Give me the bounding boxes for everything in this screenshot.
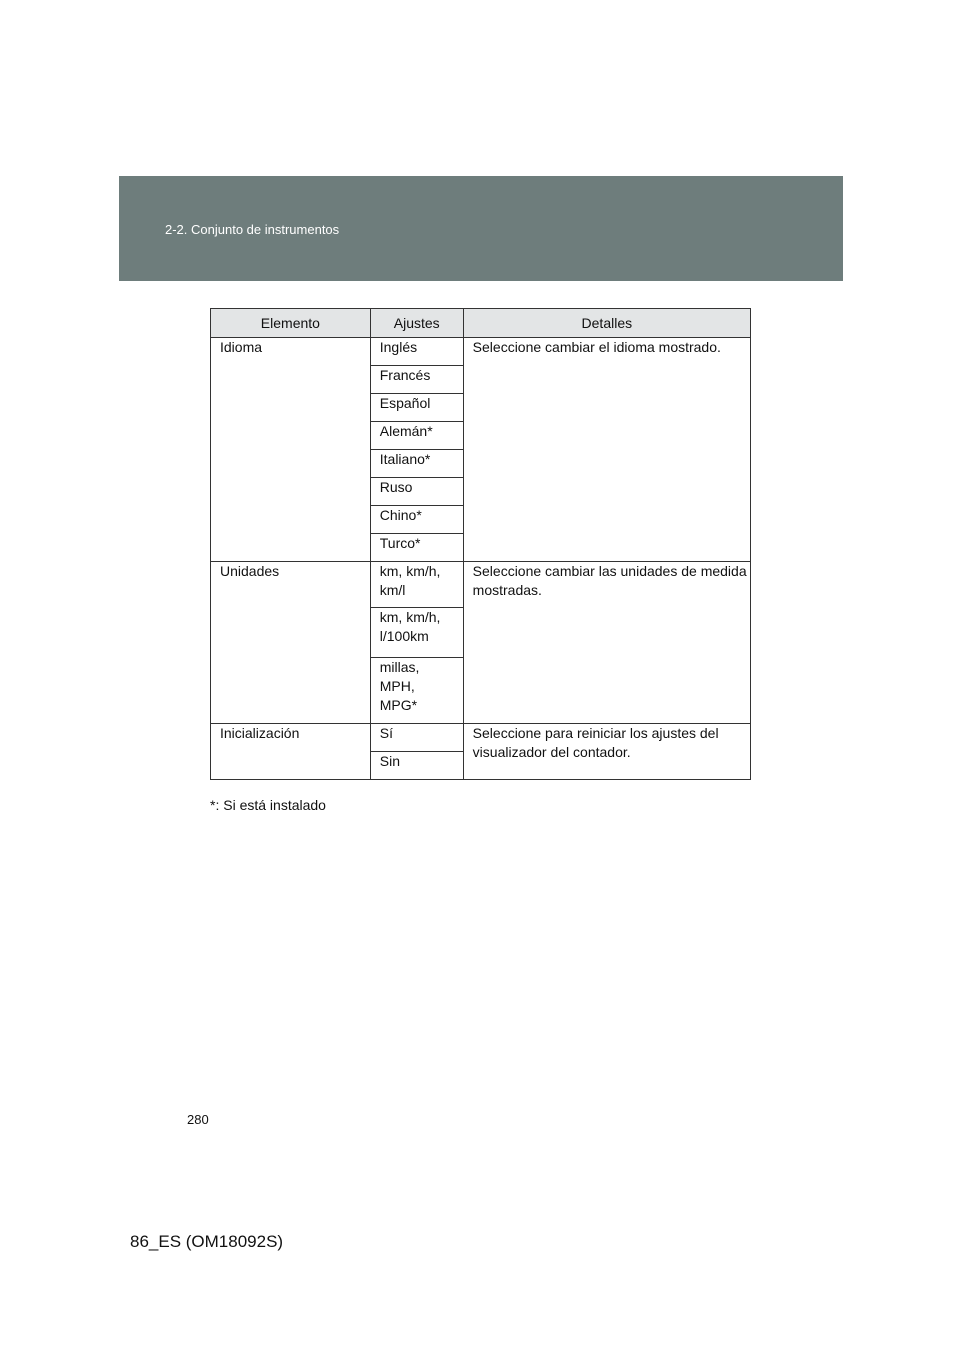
setting-value: Chino* — [370, 506, 463, 534]
setting-value: km, km/h, l/100km — [370, 608, 463, 658]
setting-value: km, km/h, km/l — [370, 562, 463, 608]
setting-value: Sin — [370, 752, 463, 780]
row-details-unidades: Seleccione cambiar las unidades de medida mostradas. — [463, 562, 750, 724]
table-row — [211, 562, 751, 608]
column-header-elemento: Elemento — [211, 309, 371, 338]
footnote: *: Si está instalado — [210, 797, 326, 813]
row-details-inicializacion: Seleccione para reiniciar los ajustes del visualizador del contador. — [463, 724, 750, 780]
setting-value: Ruso — [370, 478, 463, 506]
table-row — [211, 338, 751, 366]
page-number: 280 — [187, 1112, 209, 1127]
column-header-detalles: Detalles — [463, 309, 750, 338]
setting-value: Turco* — [370, 534, 463, 562]
document-code: 86_ES (OM18092S) — [130, 1232, 284, 1251]
setting-value: Italiano* — [370, 450, 463, 478]
row-details-idioma: Seleccione cambiar el idioma mostrado. — [463, 338, 750, 562]
table-header-row — [211, 309, 751, 338]
settings-table — [210, 308, 751, 780]
setting-value: Francés — [370, 366, 463, 394]
setting-value: Español — [370, 394, 463, 422]
section-title: 2-2. Conjunto de instrumentos — [165, 222, 340, 237]
row-label-inicializacion: Inicialización — [211, 724, 371, 780]
section-header-band — [119, 176, 843, 281]
column-header-ajustes: Ajustes — [370, 309, 463, 338]
setting-value: Inglés — [370, 338, 463, 366]
setting-value: Alemán* — [370, 422, 463, 450]
row-label-idioma: Idioma — [211, 338, 371, 562]
setting-value: millas, MPH, MPG* — [370, 658, 463, 724]
row-label-unidades: Unidades — [211, 562, 371, 724]
table-row — [211, 724, 751, 752]
setting-value: Sí — [370, 724, 463, 752]
